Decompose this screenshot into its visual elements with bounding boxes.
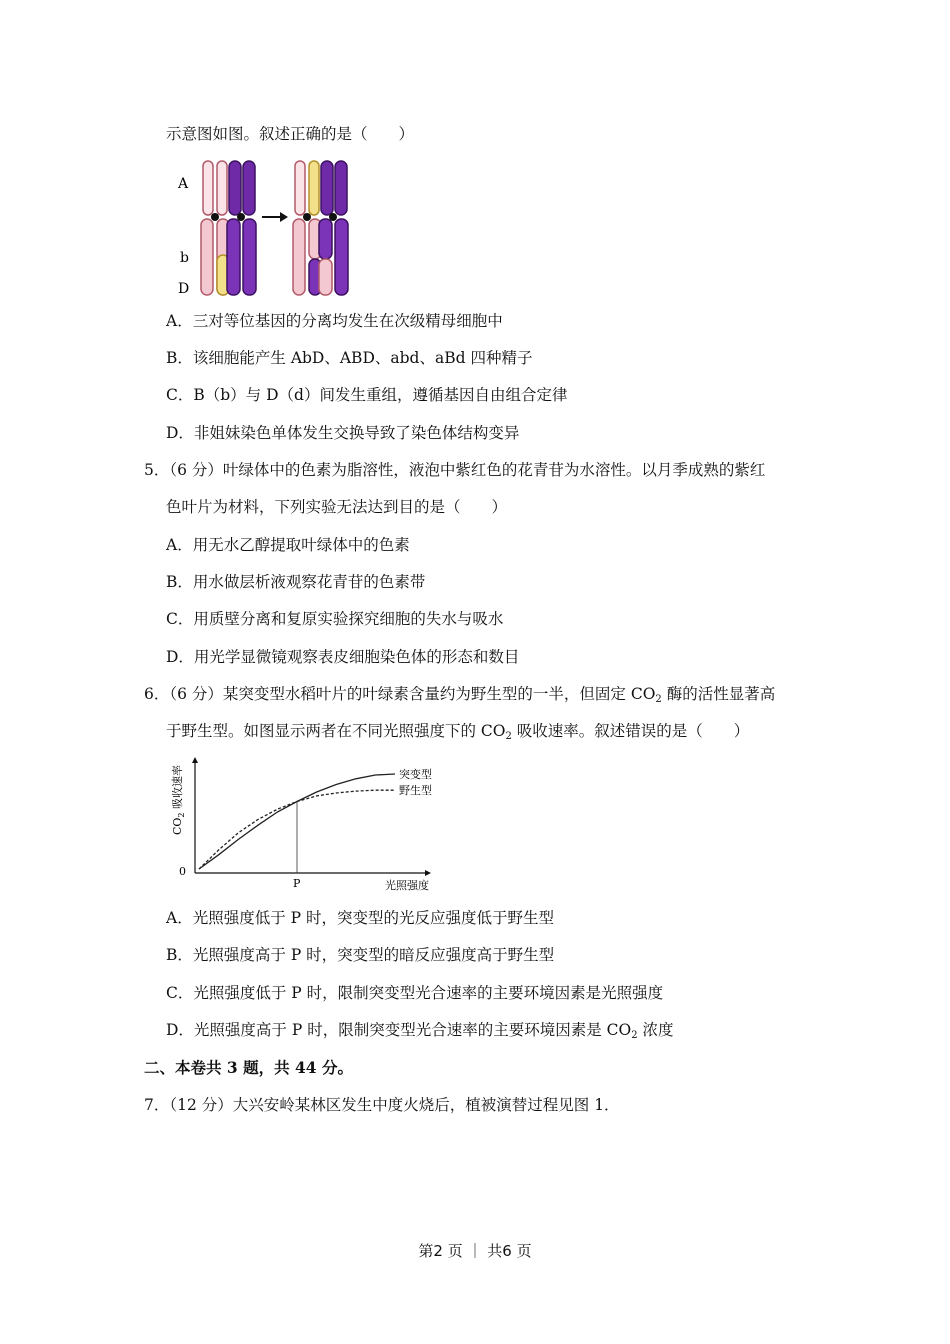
purple-chromatid-4 [335, 161, 347, 215]
centromere-2 [237, 213, 245, 221]
arrow-right-icon [262, 212, 288, 222]
x-axis-label: 光照强度 [385, 879, 429, 892]
purple-chromatid-2-lower [243, 219, 256, 295]
p-tick-label: P [293, 877, 301, 890]
q7-stem: 7．（12 分）大兴安岭某林区发生中度火烧后，植被演替过程见图 1． [144, 1096, 620, 1114]
section-2-heading: 二、本卷共 3 题，共 44 分。 [144, 1058, 353, 1077]
q6-option-b: B．光照强度高于 P 时，突变型的暗反应强度高于野生型 [166, 946, 555, 964]
q4-option-c: C．B（b）与 D（d）间发生重组，遵循基因自由组合定律 [166, 386, 568, 404]
series-label-1: 野生型 [399, 784, 432, 798]
centromere-3 [303, 213, 311, 221]
q5-option-b: B．用水做层析液观察花青苷的色素带 [166, 573, 426, 591]
co2-absorption-chart [165, 755, 432, 895]
pink-chromatid-3 [295, 161, 305, 215]
purple-chromatid-3 [321, 161, 333, 215]
label-A: A [178, 176, 189, 192]
chart-series [199, 774, 395, 873]
page-footer: 第2 页 ｜ 共6 页 [418, 1242, 532, 1260]
pink-chromatid-2 [217, 161, 227, 215]
q6-option-d: D．光照强度高于 P 时，限制突变型光合速率的主要环境因素是 $CO_2$ 浓度 [166, 1021, 674, 1041]
q5-option-d: D．用光学显微镜观察表皮细胞染色体的形态和数目 [166, 648, 520, 666]
y-axis-arrow [192, 757, 198, 763]
chromosome-pair-after [293, 161, 348, 295]
q5-option-c: C．用质壁分离和复原实验探究细胞的失水与吸水 [166, 610, 504, 628]
q4-option-a: A．三对等位基因的分离均发生在次级精母细胞中 [166, 312, 503, 330]
x-axis-arrow [425, 870, 431, 876]
pink-chromatid-1-lower [201, 219, 213, 295]
label-D: D [178, 281, 190, 297]
q4-option-b: B．该细胞能产生 AbD、ABD、abd、aBd 四种精子 [166, 349, 533, 367]
pink-chromatid-3-lower [293, 219, 305, 295]
purple-chromatid-2 [243, 161, 255, 215]
pink-chromatid-1 [203, 161, 213, 215]
chromosome-pair-before [201, 161, 256, 295]
pink-segment-swap [319, 259, 332, 295]
q6-option-a: A．光照强度低于 P 时，突变型的光反应强度低于野生型 [166, 909, 554, 927]
q6-stem-line1: 6．（6 分）某突变型水稻叶片的叶绿素含量约为野生型的一半，但固定 $CO_2$ 酶的活性显著高 [144, 685, 776, 705]
label-b: b [180, 250, 189, 266]
y-axis-label: $CO_2$ 吸收速率 [171, 764, 186, 835]
purple-chromatid-4-lower [335, 219, 348, 295]
q5-stem-line2: 色叶片为材料，下列实验无法达到目的是（ ） [166, 498, 508, 516]
q4-option-d: D．非姐妹染色单体发生交换导致了染色体结构变异 [166, 424, 520, 442]
q4-stem-tail: 示意图如图。叙述正确的是（ ） [166, 125, 415, 143]
centromere-1 [211, 213, 219, 221]
q5-stem-line1: 5．（6 分）叶绿体中的色素为脂溶性，液泡中紫红色的花青苷为水溶性。以月季成熟的紫红 [144, 461, 766, 479]
purple-chromatid-1 [229, 161, 241, 215]
purple-chromatid-1-lower [227, 219, 240, 295]
q6-stem-line2: 于野生型。如图显示两者在不同光照强度下的 $CO_2$ 吸收速率。叙述错误的是（ ） [166, 722, 750, 742]
purple-chromatid-3-lower [319, 219, 332, 259]
chromosome-figure [170, 155, 370, 303]
origin-label: 0 [179, 865, 186, 878]
series-label-0: 突变型 [399, 768, 432, 781]
chart-axes [192, 757, 431, 876]
centromere-4 [329, 213, 337, 221]
yellow-chromatid-4 [309, 161, 319, 215]
q6-option-c: C．光照强度低于 P 时，限制突变型光合速率的主要环境因素是光照强度 [166, 984, 664, 1002]
q5-option-a: A．用无水乙醇提取叶绿体中的色素 [166, 536, 410, 554]
